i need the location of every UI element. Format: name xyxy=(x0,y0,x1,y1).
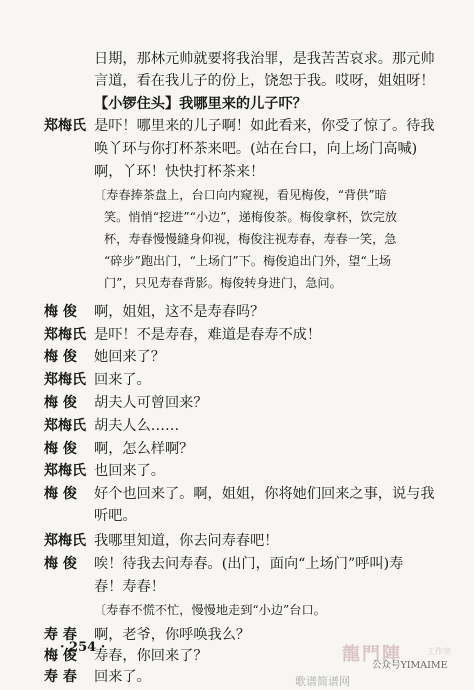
text-line: 言道，看在我儿子的份上，饶恕于我。哎呀，姐姐呀！ xyxy=(94,73,435,89)
dialogue-line: 也回来了。 xyxy=(94,463,165,479)
speaker-name: 郑梅氏 xyxy=(44,463,86,479)
stage-direction-line: 门”，只见寿春背影。梅俊转身进门，急问。 xyxy=(104,276,342,290)
dialogue-line: 唉！待我去问寿春。(出门，面向“上场门”呼叫)寿 xyxy=(94,556,404,572)
dialogue-line: 寿春，你回来了？ xyxy=(94,648,208,664)
speaker-name: 梅 俊 xyxy=(44,486,77,502)
speaker-name: 梅 俊 xyxy=(44,556,77,572)
dialogue-line: 是吓！不是寿春，难道是春寿不成！ xyxy=(94,327,322,343)
speaker-name: 寿 春 xyxy=(44,627,77,643)
speaker-name: 郑梅氏 xyxy=(44,327,86,343)
watermark-logo-small: 工作室 xyxy=(427,647,451,656)
speaker-name: 郑梅氏 xyxy=(44,418,86,434)
stage-direction-line: 笑。悄悄“挖进”“小边”，递梅俊茶。梅俊拿杯，饮完放 xyxy=(104,210,398,224)
stage-direction-line: 〔寿春捧茶盘上，台口向内窥视，看见梅俊，“背供”暗 xyxy=(94,188,387,202)
dialogue-line: 回来了。 xyxy=(94,669,151,685)
speaker-name: 梅 俊 xyxy=(44,648,77,664)
stage-direction-line: “碎步”跑出门，“上场门”下。梅俊追出门外，望“上场 xyxy=(104,254,392,268)
speaker-name: 梅 俊 xyxy=(44,441,77,457)
speaker-name: 梅 俊 xyxy=(44,304,77,320)
speaker-name: 梅 俊 xyxy=(44,349,77,365)
speaker-name: 郑梅氏 xyxy=(44,372,86,388)
dialogue-line: 啊，姐姐，这不是寿春吗？ xyxy=(94,304,265,320)
page-number: · 254 · xyxy=(60,640,106,655)
dialogue-line: 她回来了？ xyxy=(94,349,165,365)
stage-direction-line: 杯，寿春慢慢縫身仰视，梅俊注视寿春，寿春一笑，急 xyxy=(104,232,397,246)
dialogue-line: 听吧。 xyxy=(94,508,137,524)
watermark-logo: 龍門陣 xyxy=(342,644,402,665)
dialogue-line: 好个也回来了。啊，姐姐，你将她们回来之事，说与我 xyxy=(94,486,435,502)
dialogue-line: 唤丫环与你打杯茶来吧。(站在台口，向上场门高喊) xyxy=(94,141,418,157)
dialogue-line: 啊，怎么样啊？ xyxy=(94,441,194,457)
speaker-name: 郑梅氏 xyxy=(44,118,86,134)
dialogue-line: 回来了。 xyxy=(94,372,151,388)
dialogue-line: 我哪里知道，你去问寿春吧！ xyxy=(94,533,279,549)
dialogue-line: 春！寿春！ xyxy=(94,579,165,595)
speaker-name: 梅 俊 xyxy=(44,395,77,411)
dialogue-line: 啊，丫环！快快打杯茶来！ xyxy=(94,164,265,180)
dialogue-line: 胡夫人么…… xyxy=(94,418,180,434)
watermark-site: 歌谱简谱网 xyxy=(295,675,350,688)
dialogue-line: 啊，老爷，你呼唤我么？ xyxy=(94,627,251,643)
stage-direction-line: 〔寿春不慌不忙，慢慢地走到“小边”台口。 xyxy=(94,603,326,617)
dialogue-line: 胡夫人可曾回来？ xyxy=(94,395,208,411)
watermark-id: 公众号YIMAIME xyxy=(372,660,448,671)
speaker-name: 郑梅氏 xyxy=(44,533,86,549)
text-line-stage-cue: 【小锣住头】我哪里来的儿子吓？ xyxy=(94,96,307,112)
dialogue-line: 是吓！哪里来的儿子啊！如此看来，你受了惊了。待我 xyxy=(94,118,435,134)
text-line: 日期，那林元帅就要将我治罪，是我苦苦哀求。那元帅 xyxy=(94,51,435,67)
speaker-name: 寿 春 xyxy=(44,669,77,685)
